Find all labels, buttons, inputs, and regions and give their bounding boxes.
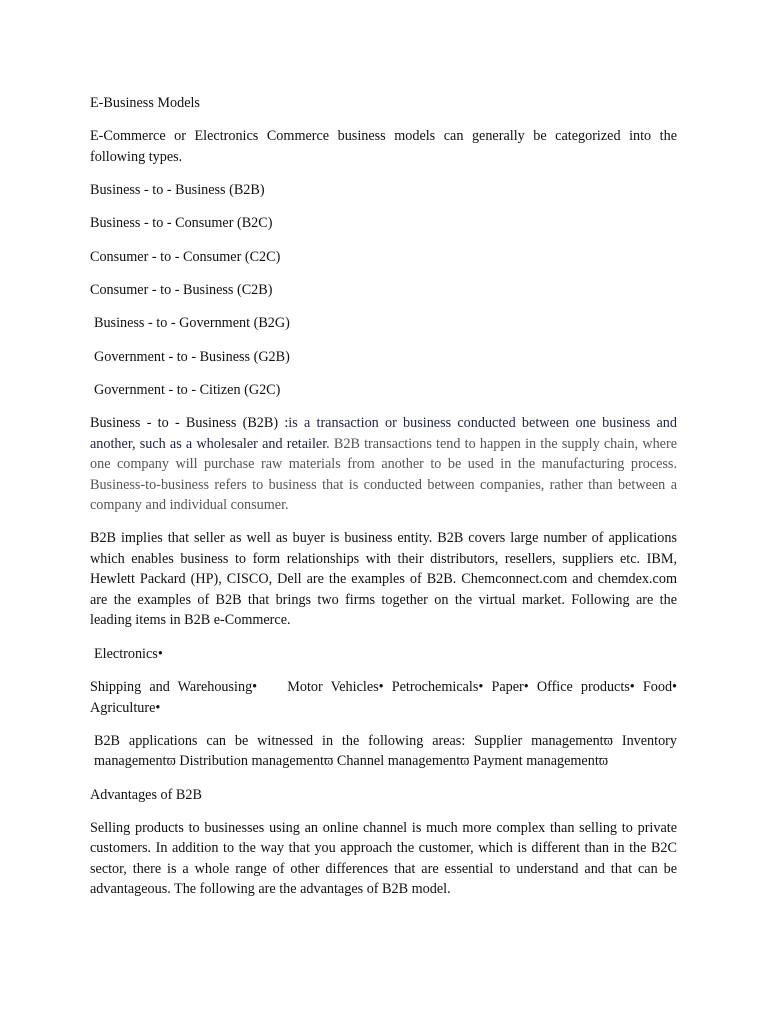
item-food: Food• bbox=[642, 679, 678, 696]
b2b-definition-lead: Business - to - Business (B2B) : bbox=[90, 415, 289, 432]
area-supplier: Supplier managementϖ bbox=[474, 732, 613, 749]
b2b-definition-navy-text: is a transaction or business conducted between one business and another, such as a wholesaler and retailer bbox=[90, 415, 677, 452]
advantages-paragraph: Selling products to businesses using an online channel is much more complex than selling to private customers. In addition to the way that you approach the customer, which is different than in the B2C sector, there is a whole range of other differences that are essential to understand and that can be advantageous. The following are the advantages of B2B model. bbox=[90, 819, 677, 898]
item-motor-vehicles: Motor Vehicles• bbox=[287, 679, 384, 696]
area-channel: Channel managementϖ bbox=[336, 753, 470, 770]
model-type-b2c: Business - to - Consumer (B2C) bbox=[90, 215, 273, 232]
item-petrochemicals: Petrochemicals• bbox=[391, 679, 484, 696]
document-heading: E-Business Models bbox=[90, 95, 200, 111]
b2b-definition-grey-text: . B2B transactions tend to happen in the supply chain, where one company will purchase raw materials from another to be used in the manufacturing process. Business-to-business refers to business that is conducted between companies, rather than between a company and individual consumer. bbox=[90, 435, 677, 514]
model-type-b2g: Business - to - Government (B2G) bbox=[94, 315, 290, 332]
model-type-c2c: Consumer - to - Consumer (C2C) bbox=[90, 248, 281, 265]
model-type-g2b: Government - to - Business (G2B) bbox=[94, 348, 290, 365]
item-paper: Paper• bbox=[491, 679, 529, 696]
item-shipping: Shipping and Warehousing• bbox=[90, 679, 258, 696]
item-agriculture: Agriculture• bbox=[90, 699, 161, 716]
model-type-b2b: Business - to - Business (B2B) bbox=[90, 182, 265, 199]
document-page bbox=[90, 93, 677, 913]
b2b-definition-paragraph bbox=[90, 413, 677, 516]
model-type-g2c: Government - to - Citizen (G2C) bbox=[94, 381, 281, 398]
area-payment: Payment managementϖ bbox=[473, 753, 609, 770]
item-office-products: Office products• bbox=[536, 679, 635, 696]
items-first-line: Electronics• bbox=[94, 645, 163, 662]
advantages-heading: Advantages of B2B bbox=[90, 786, 202, 803]
items-list-paragraph bbox=[90, 677, 677, 718]
applications-paragraph bbox=[90, 731, 677, 772]
area-inventory: Inventory managementϖ bbox=[94, 732, 678, 770]
intro-paragraph: E-Commerce or Electronics Commerce business models can generally be categorized into the following types. bbox=[90, 128, 677, 165]
model-type-c2b: Consumer - to - Business (C2B) bbox=[90, 281, 273, 298]
b2b-details-paragraph: B2B implies that seller as well as buyer is business entity. B2B covers large number of applications which enables business to form relationships with their distributors, resellers, suppliers etc. IBM, Hewlett Packard (HP), CISCO, Dell are the examples of B2B. Chemconnect.com and chemdex.com are the examples of B2B that brings two firms together on the virtual market. Following are the leading items in B2B e-Commerce. bbox=[90, 530, 677, 629]
area-distribution: Distribution managementϖ bbox=[179, 753, 334, 770]
applications-lead: B2B applications can be witnessed in the following areas: bbox=[94, 732, 466, 749]
